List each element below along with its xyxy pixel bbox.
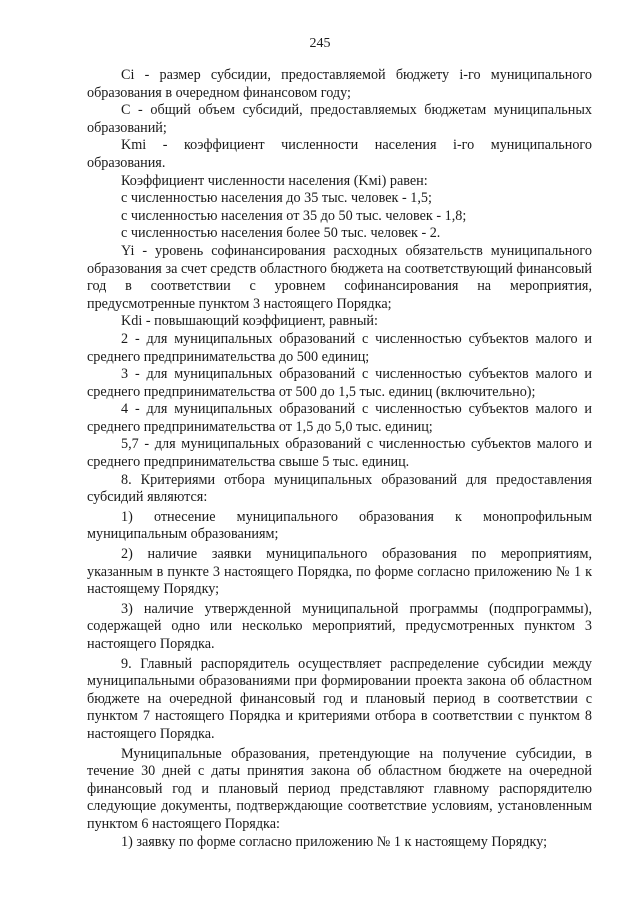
paragraph-criterion-1: 1) отнесение муниципального образования к монопрофильным муниципальным образованиям;: [87, 508, 592, 543]
page-number: 245: [309, 36, 331, 51]
paragraph-yi-definition: Yi - уровень софинансирования расходных обязательств муниципального образования за счет средств областного бюджета на соответствующий финансовый год в соответствии с уровнем софинансирования на мероприятия, предусмотренные пунктом 3 настоящего Порядка;: [87, 242, 592, 312]
paragraph-kdi-2: 2 - для муниципальных образований с численностью субъектов малого и среднего предпринимательства до 500 единиц;: [87, 330, 592, 365]
paragraph-municipal-documents: Муниципальные образования, претендующие на получение субсидии, в течение 30 дней с даты принятия закона об областном бюджете на очередной финансовый год и плановый период представляют главному распорядителю следующие документы, подтверждающие соответствие условиям, установленным пунктом 6 настоящего Порядка:: [87, 745, 592, 832]
paragraph-criterion-3: 3) наличие утвержденной муниципальной программы (подпрограммы), содержащей одно или несколько мероприятий, предусмотренных пунктом 3 настоящего Порядка.: [87, 600, 592, 652]
paragraph-section-9: 9. Главный распорядитель осуществляет распределение субсидии между муниципальными образованиями при формировании проекта закона об областном бюджете на очередной финансовый год и плановый период в соответствии с пунктом 7 настоящего Порядка и критериями отбора в соответствии с пунктом 8 настоящего Порядка.: [87, 655, 592, 742]
paragraph-kmi-definition: Kmi - коэффициент численности населения i-го муниципального образования.: [87, 137, 592, 171]
paragraph-kdi-definition: Kdi - повышающий коэффициент, равный:: [121, 313, 378, 330]
paragraph-kdi-5-7: 5,7 - для муниципальных образований с численностью субъектов малого и среднего предпринимательства свыше 5 тыс. единиц.: [87, 436, 592, 471]
paragraph-section-8: 8. Критериями отбора муниципальных образований для предоставления субсидий являются:: [87, 471, 592, 506]
paragraph-population-over-50: с численностью населения более 50 тыс. человек - 2.: [121, 225, 441, 242]
paragraph-kdi-3: 3 - для муниципальных образований с численностью субъектов малого и среднего предпринимательства от 500 до 1,5 тыс. единиц (включительно);: [87, 366, 592, 400]
document-body: [87, 67, 592, 851]
paragraph-criterion-2: 2) наличие заявки муниципального образования по мероприятиям, указанным в пункте 3 настоящего Порядка, по форме согласно приложению № 1 к настоящему Порядку;: [87, 546, 592, 598]
paragraph-document-1: 1) заявку по форме согласно приложению № 1 к настоящему Порядку;: [121, 833, 548, 850]
paragraph-c-definition: C - общий объем субсидий, предоставляемых бюджетам муниципальных образований;: [87, 102, 592, 136]
paragraph-population-under-35: с численностью населения до 35 тыс. человек - 1,5;: [121, 190, 432, 207]
paragraph-kmi-values-intro: Коэффициент численности населения (Kмi) равен:: [121, 172, 428, 189]
paragraph-ci-definition: Ci - размер субсидии, предоставляемой бюджету i-го муниципального образования в очередном финансовом году;: [87, 67, 592, 101]
paragraph-population-35-50: с численностью населения от 35 до 50 тыс. человек - 1,8;: [121, 207, 467, 224]
paragraph-kdi-4: 4 - для муниципальных образований с численностью субъектов малого и среднего предпринимательства от 1,5 до 5,0 тыс. единиц;: [87, 401, 592, 435]
